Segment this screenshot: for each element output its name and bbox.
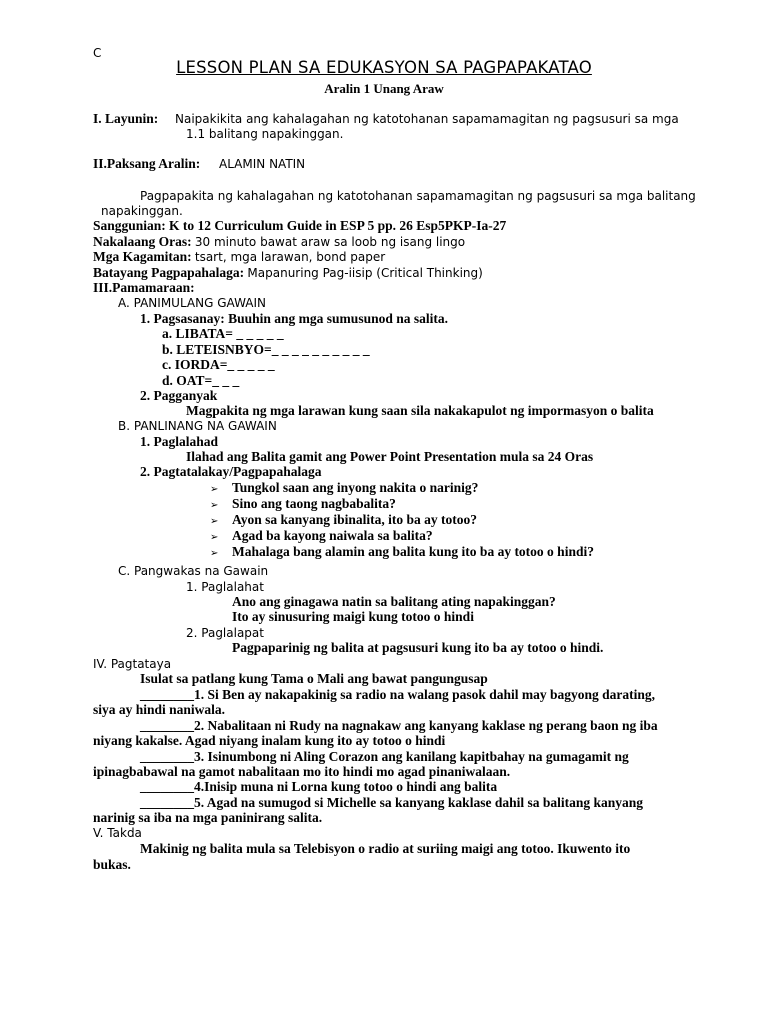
- pagtataya-item: ________1. Si Ben ay nakapakinig sa radio na walang pasok dahil may bagyong darating,: [140, 687, 656, 702]
- pagtataya-item-cont: narinig sa iba na mga paninirang salita.: [93, 810, 323, 825]
- sanggunian-value: K to 12 Curriculum Guide in ESP 5 pp. 26 Esp5PKP-Ia-27: [169, 218, 507, 233]
- mga-kagamitan-row: [93, 249, 385, 265]
- page-subtitle: Aralin 1 Unang Araw: [324, 81, 444, 96]
- batayang-pagpapahalaga-value: Mapanuring Pag-iisip (Critical Thinking): [247, 266, 483, 280]
- pagtataya-item: ________3. Isinumbong ni Aling Corazon ang kanilang kapitbahay na gumagamit ng: [140, 749, 629, 764]
- section-c-heading: C. Pangwakas na Gawain: [118, 564, 269, 578]
- nakalaang-oras-label: Nakalaang Oras:: [93, 234, 192, 249]
- pagtataya-item: ________2. Nabalitaan ni Rudy na nagnakaw ang kanyang kaklase ng perang baon ng iba: [140, 718, 658, 733]
- section-c-item-2-text: Pagpaparinig ng balita at pagsusuri kung ito ba ay totoo o hindi.: [232, 640, 604, 655]
- paksang-aralin-desc-2: napakinggan.: [101, 204, 183, 218]
- corner-mark: C: [93, 46, 102, 60]
- pagtataya-item: ________4.Inisip muna ni Lorna kung totoo o hindi ang balita: [140, 779, 498, 794]
- nakalaang-oras-row: [93, 234, 465, 250]
- arrowhead-bullet-icon: ➢: [210, 532, 219, 543]
- nakalaang-oras-value: 30 minuto bawat araw sa loob ng isang lingo: [194, 235, 466, 249]
- pagtataya-item-cont: ipinagbabawal na gamot nabalitaan mo ito hindi mo agad pinaniwalaan.: [93, 764, 511, 779]
- question-item: ➢ Mahalaga bang alamin ang balita kung ito ba ay totoo o hindi?: [210, 544, 594, 562]
- section-b-item-1-text: Ilahad ang Balita gamit ang Power Point Presentation mula sa 24 Oras: [186, 449, 594, 464]
- question-item: ➢ Sino ang taong nagbabalita?: [210, 496, 396, 514]
- section-c-item-2: 2. Paglalapat: [186, 626, 264, 640]
- pagtataya-item-cont: niyang kakalse. Agad niyang inalam kung ito ay totoo o hindi: [93, 733, 446, 748]
- mga-kagamitan-label: Mga Kagamitan:: [93, 249, 192, 264]
- pagtataya-label: IV. Pagtataya: [93, 657, 172, 671]
- question-item: ➢ Tungkol saan ang inyong nakita o narinig?: [210, 480, 478, 498]
- sanggunian-label: Sanggunian:: [93, 218, 166, 233]
- arrowhead-bullet-icon: ➢: [210, 500, 219, 511]
- section-c-item-1-text-1: Ano ang ginagawa natin sa balitang ating napakinggan?: [232, 594, 556, 609]
- takda-label: V. Takda: [93, 826, 142, 840]
- section-c-item-1-text-2: Ito ay sinusuring maigi kung totoo o hindi: [232, 609, 474, 624]
- section-b-item-2: 2. Pagtatalakay/Pagpapahalaga: [140, 464, 322, 479]
- batayang-pagpapahalaga-label: Batayang Pagpapahalaga:: [93, 265, 245, 280]
- takda-line-1: Makinig ng balita mula sa Telebisyon o radio at suriing maigi ang totoo. Ikuwento ito: [140, 841, 631, 856]
- section-b-item-1: 1. Paglalahad: [140, 434, 219, 449]
- pamamaraan-label: III.Pamamaraan:: [93, 280, 195, 295]
- mga-kagamitan-value: tsart, mga larawan, bond paper: [194, 250, 386, 264]
- arrowhead-bullet-icon: ➢: [210, 484, 219, 495]
- word-item: c. IORDA=_ _ _ _ _: [162, 357, 275, 372]
- layunin-text-2: 1.1 balitang napakinggan.: [186, 127, 344, 141]
- paksang-aralin-label: II.Paksang Aralin:: [93, 156, 201, 171]
- section-a-item-2: 2. Pagganyak: [140, 388, 218, 403]
- arrowhead-bullet-icon: ➢: [210, 516, 219, 527]
- section-b-heading: B. PANLINANG NA GAWAIN: [118, 419, 277, 433]
- word-item: a. LIBATA= _ _ _ _ _: [162, 326, 284, 341]
- pagtataya-item: ________5. Agad na sumugod si Michelle sa kanyang kaklase dahil sa balitang kanyang: [140, 795, 644, 810]
- layunin-text: Naipakikita ang kahalagahan ng katotohanan sapamamagitan ng pagsusuri sa mga: [175, 112, 679, 126]
- section-a-item-1: 1. Pagsasanay: Buuhin ang mga sumusunod na salita.: [140, 311, 448, 326]
- section-c-item-1: 1. Paglalahat: [186, 580, 264, 594]
- arrowhead-bullet-icon: ➢: [210, 548, 219, 559]
- section-a-item-2-text: Magpakita ng mga larawan kung saan sila nakakapulot ng impormasyon o balita: [186, 403, 654, 418]
- batayang-pagpapahalaga-row: [93, 265, 483, 281]
- sanggunian-row: [93, 218, 506, 234]
- layunin-label: I. Layunin:: [93, 111, 159, 126]
- takda-line-2: bukas.: [93, 857, 131, 872]
- section-a-heading: A. PANIMULANG GAWAIN: [118, 296, 267, 310]
- question-item: ➢ Ayon sa kanyang ibinalita, ito ba ay totoo?: [210, 512, 477, 530]
- paksang-aralin-desc-1: Pagpapakita ng kahalagahan ng katotohanan sapamamagitan ng pagsusuri sa mga balitang: [140, 189, 696, 203]
- word-item: d. OAT=_ _ _: [162, 373, 240, 388]
- paksang-aralin-value: ALAMIN NATIN: [219, 157, 306, 171]
- pagtataya-instruction: Isulat sa patlang kung Tama o Mali ang bawat pangungusap: [140, 671, 488, 686]
- question-item: ➢ Agad ba kayong naiwala sa balita?: [210, 528, 433, 546]
- pagtataya-item-cont: siya ay hindi naniwala.: [93, 702, 226, 717]
- page-title: LESSON PLAN SA EDUKASYON SA PAGPAPAKATAO: [176, 58, 592, 77]
- word-item: b. LETEISNBYO=_ _ _ _ _ _ _ _ _ _: [162, 342, 370, 357]
